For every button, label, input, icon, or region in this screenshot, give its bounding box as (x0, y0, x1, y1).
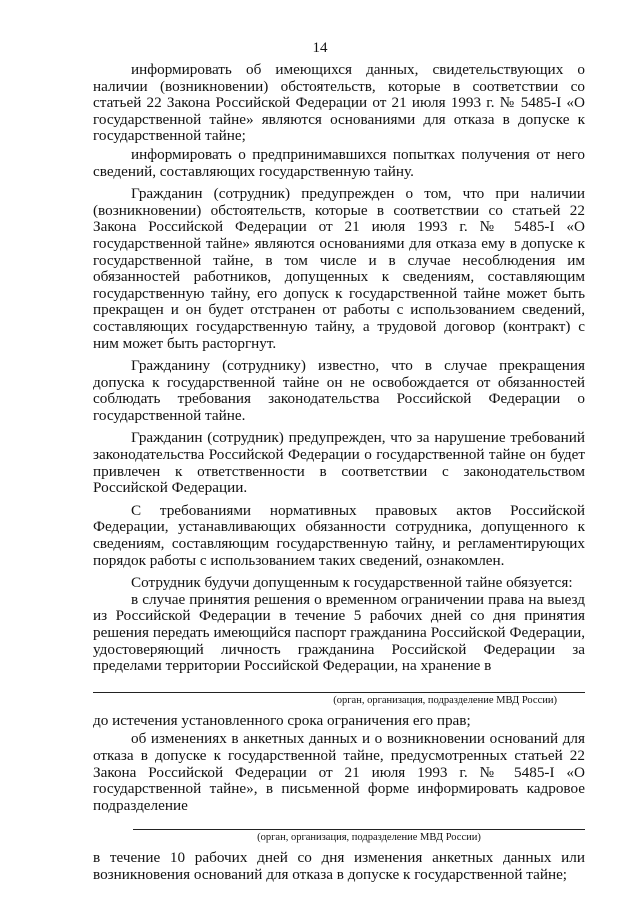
document-body (93, 62, 585, 884)
paragraph-inform-data: информировать об имеющихся данных, свидетельствующих о наличии (возникновении) обстоятельств, которые в соответствии со статьей 22 Закона Российской Федерации от 21 июля 1993 г. № 5485-I «О государственной тайне» являются основаниями для отказа в допуске к государственной тайне; (93, 61, 585, 145)
caption-organization: (орган, организация, подразделение МВД России) (333, 694, 557, 706)
page-number: 14 (312, 40, 328, 56)
paragraph-obligations-remain: Гражданину (сотруднику) известно, что в случае прекращения допуска к государственной тайне он не освобождается от обязанностей соблюдать требования законодательства Российской Федерации о государственной тайне. (93, 357, 585, 424)
paragraph-inform-attempts: информировать о предпринимавшихся попытках получения от него сведений, составляющих государственную тайну. (93, 145, 585, 180)
paragraph-liability-warning: Гражданин (сотрудник) предупрежден, что за нарушение требований законодательства Российской Федерации о государственной тайне он будет привлечен к ответственности в соответствии с законодательством Российской Федерации. (93, 429, 585, 497)
fill-in-line-personnel-unit (133, 826, 585, 830)
paragraph-ten-days: в течение 10 рабочих дней со дня изменения анкетных данных или возникновения оснований для отказа в допуске к государственной тайне; (93, 849, 585, 883)
caption-personnel-unit: (орган, организация, подразделение МВД России) (257, 832, 481, 844)
paragraph-undertakes: Сотрудник будучи допущенным к государственной тайне обязуется: (131, 574, 573, 592)
paragraph-acquainted: С требованиями нормативных правовых актов Российской Федерации, устанавливающих обязанности сотрудника, допущенного к сведениям, составляющим государственную тайну, и регламентирующих порядок работы с использованием таких сведений, ознакомлен. (93, 501, 585, 569)
paragraph-warning-termination: Гражданин (сотрудник) предупрежден о том, что при наличии (возникновении) обстоятельств, которые в соответствии со статьей 22 Закона Российской Федерации от 21 июля 1993 г. № 5485-I «О государственной тайне» являются основаниями для отказа ему в допуске к государственной тайне, в том числе и в случае несоблюдения им обязанностей работников, допущенных к сведениям, составляющим государственную тайну, его допуск к государственной тайне может быть прекращен и он будет отстранен от работы с использованием сведений, составляющих государственную тайну, а трудовой договор (контракт) с ним может быть расторгнут. (93, 185, 585, 352)
paragraph-passport-transfer: в случае принятия решения о временном ограничении права на выезд из Российской Федерации в течение 5 рабочих дней со дня принятия решения передать имеющийся паспорт гражданина Российской Федерации, удостоверяющий личность гражданина Российской Федерации за пределами территории Российской Федерации, на хранение в (93, 590, 585, 675)
fill-in-line-organization (93, 689, 585, 693)
paragraph-until-expiry: до истечения установленного срока ограничения его прав; (93, 711, 471, 729)
paragraph-report-changes: об изменениях в анкетных данных и о возникновении оснований для отказа в допуске к государственной тайне, предусмотренных статьей 22 Закона Российской Федерации от 21 июля 1993 г. № 5485-I «О государственной тайне», в письменной форме информировать кадровое подразделение (93, 730, 585, 814)
